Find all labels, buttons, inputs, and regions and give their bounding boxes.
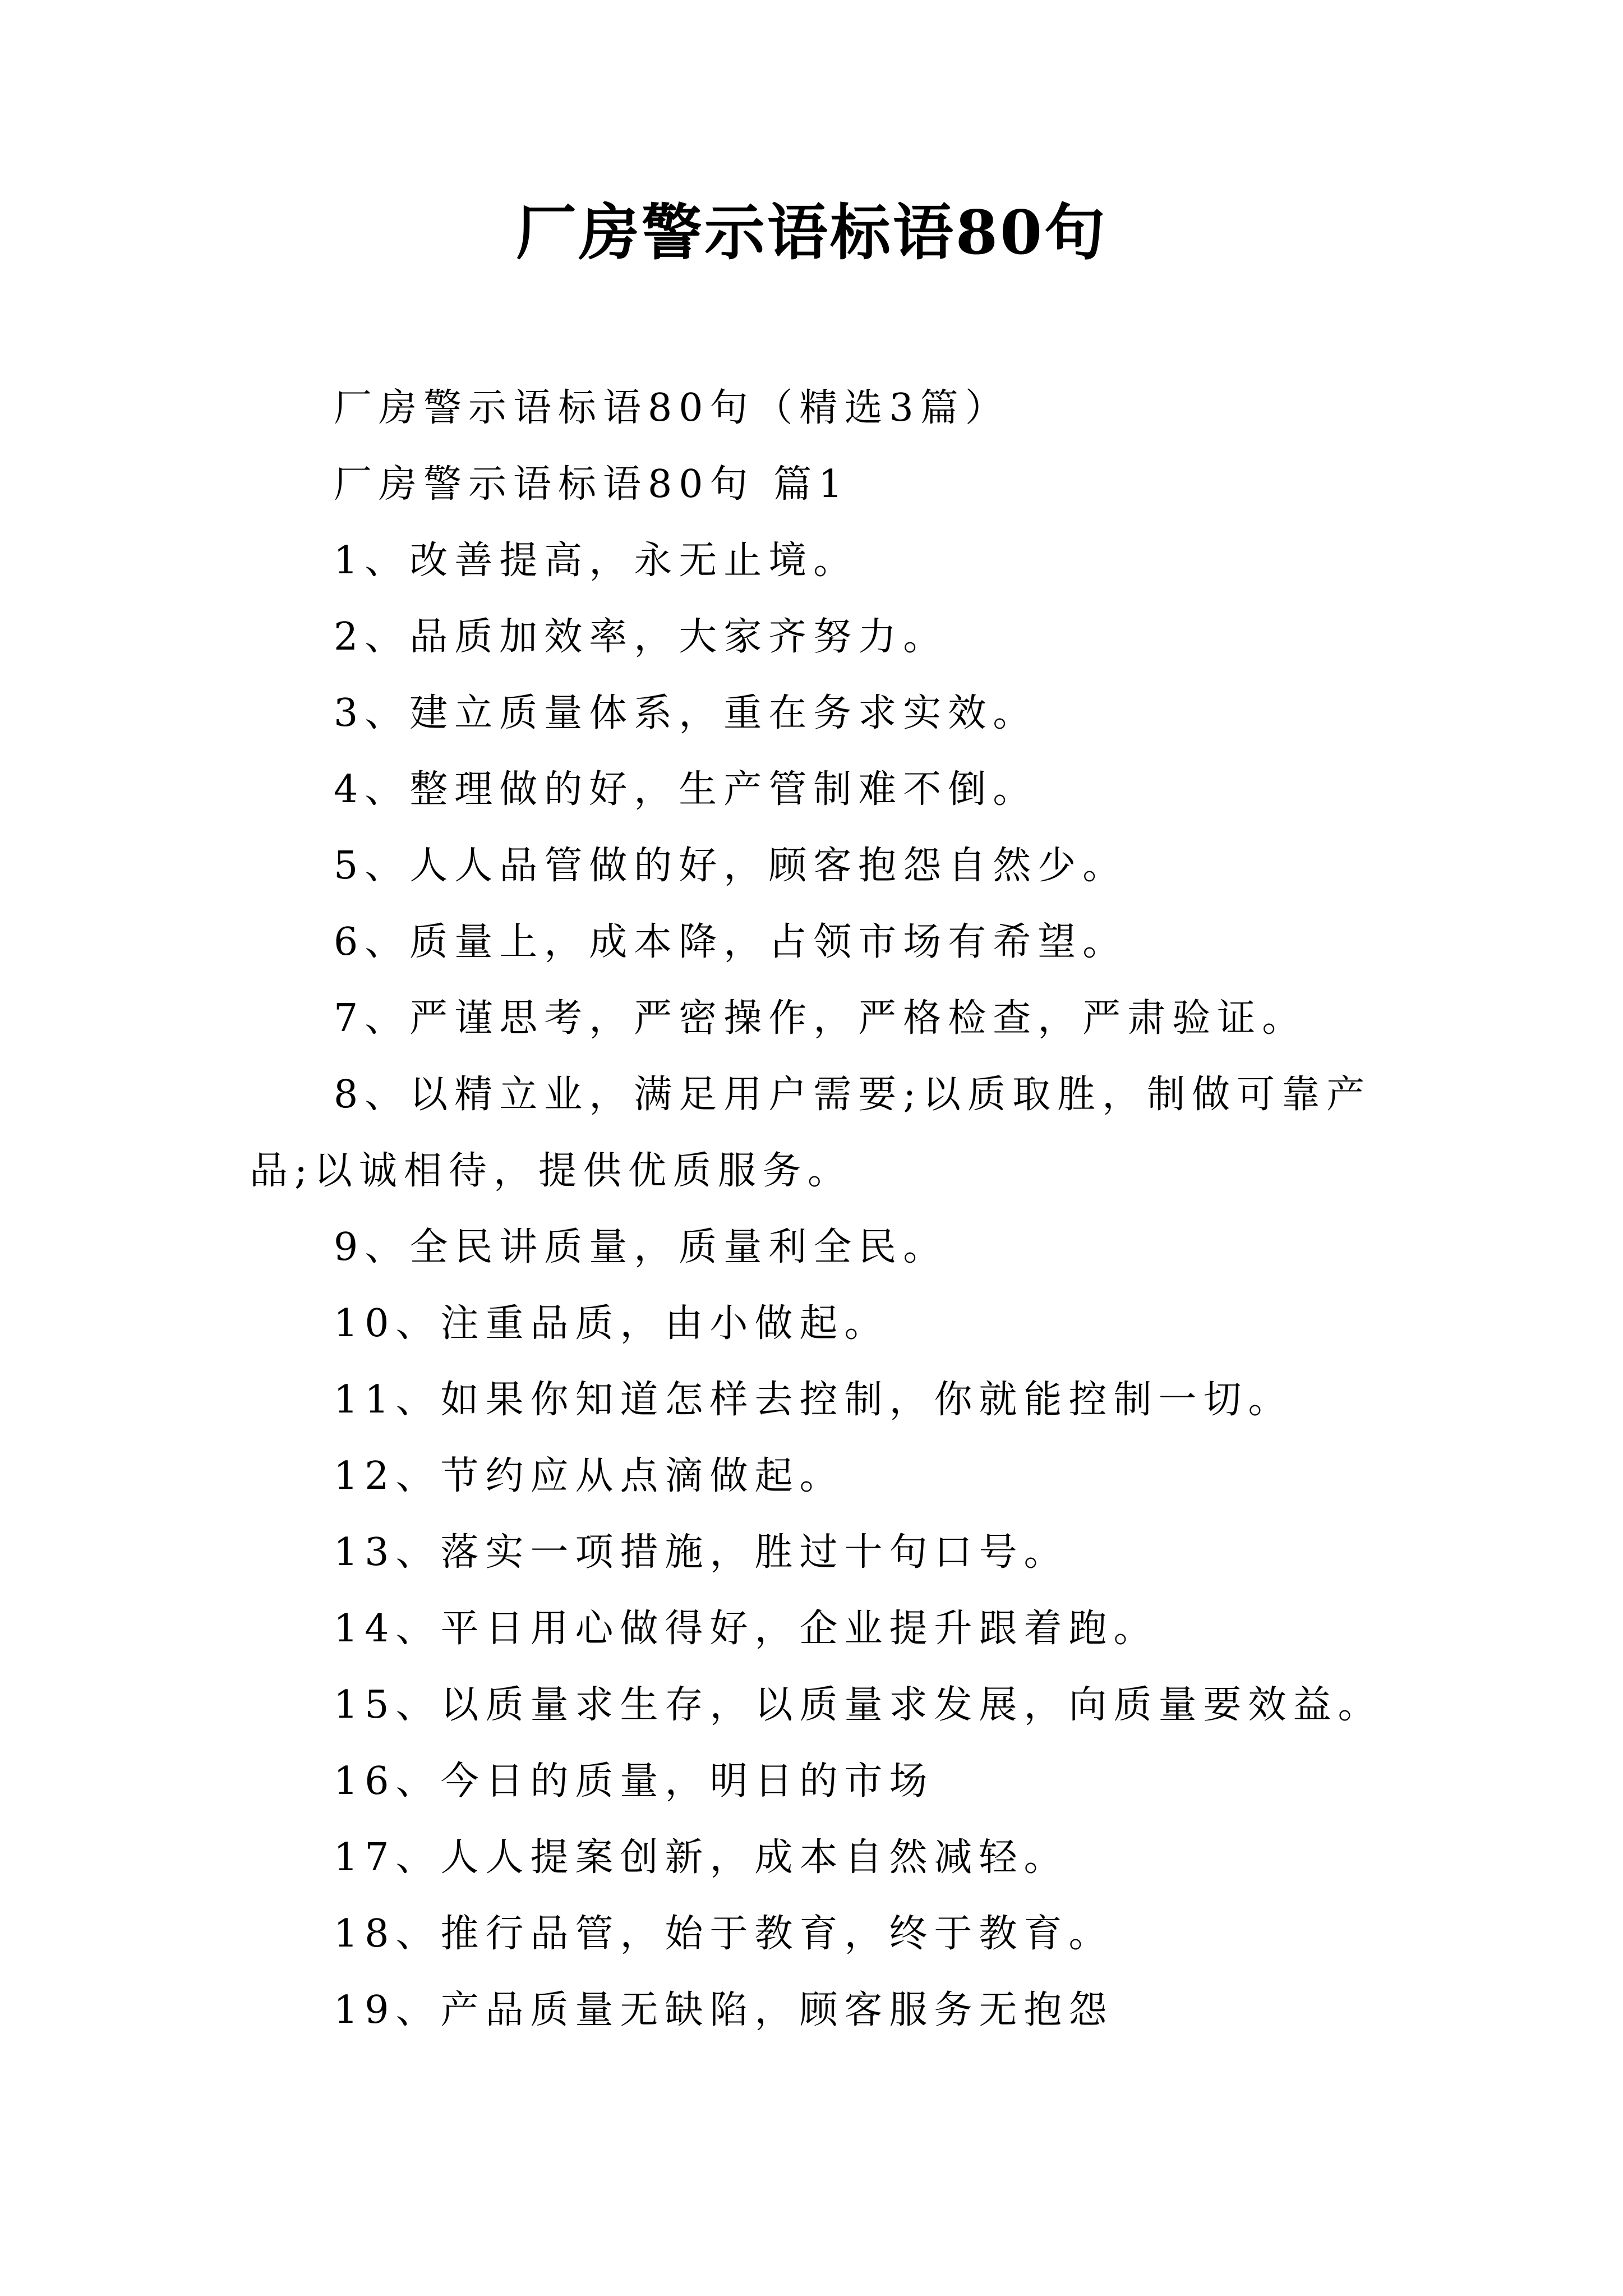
slogan-item: 6、质量上，成本降，占领市场有希望。 bbox=[334, 920, 1128, 964]
slogan-item: 15、以质量求生存，以质量求发展，向质量要效益。 bbox=[334, 1683, 1383, 1727]
slogan-item: 1、改善提高，永无止境。 bbox=[334, 539, 859, 583]
slogan-item: 12、节约应从点滴做起。 bbox=[334, 1454, 845, 1498]
slogan-item: 2、品质加效率，大家齐努力。 bbox=[334, 615, 948, 659]
document-title: 厂房警示语标语80句 bbox=[515, 197, 1108, 268]
slogan-item: 3、建立质量体系，重在务求实效。 bbox=[334, 691, 1038, 735]
slogan-item: 7、严谨思考，严密操作，严格检查，严肃验证。 bbox=[334, 996, 1307, 1041]
slogan-item: 4、整理做的好，生产管制难不倒。 bbox=[334, 767, 1038, 812]
document-body bbox=[250, 370, 1394, 2049]
slogan-item: 19、产品质量无缺陷，顾客服务无抱怨 bbox=[334, 1988, 1114, 2032]
slogan-item: 17、人人提案创新，成本自然减轻。 bbox=[334, 1835, 1069, 1880]
slogan-item: 10、注重品质，由小做起。 bbox=[334, 1301, 889, 1346]
slogan-item: 5、人人品管做的好，顾客抱怨自然少。 bbox=[334, 844, 1128, 888]
paragraph-section-heading: 厂房警示语标语80句 篇1 bbox=[334, 462, 850, 507]
slogan-item: 9、全民讲质量，质量利全民。 bbox=[334, 1225, 948, 1269]
slogan-item: 16、今日的质量，明日的市场 bbox=[334, 1759, 934, 1803]
slogan-item: 11、如果你知道怎样去控制，你就能控制一切。 bbox=[334, 1378, 1293, 1422]
slogan-item: 14、平日用心做得好，企业提升跟着跑。 bbox=[334, 1607, 1159, 1651]
slogan-item: 8、以精立业，满足用户需要;以质取胜，制做可靠产品;以诚相待，提供优质服务。 bbox=[250, 1073, 1372, 1193]
slogan-item: 18、推行品管，始于教育，终于教育。 bbox=[334, 1912, 1114, 1956]
paragraph-subtitle: 厂房警示语标语80句（精选3篇） bbox=[334, 386, 1010, 430]
slogan-item: 13、落实一项措施，胜过十句口号。 bbox=[334, 1530, 1069, 1575]
